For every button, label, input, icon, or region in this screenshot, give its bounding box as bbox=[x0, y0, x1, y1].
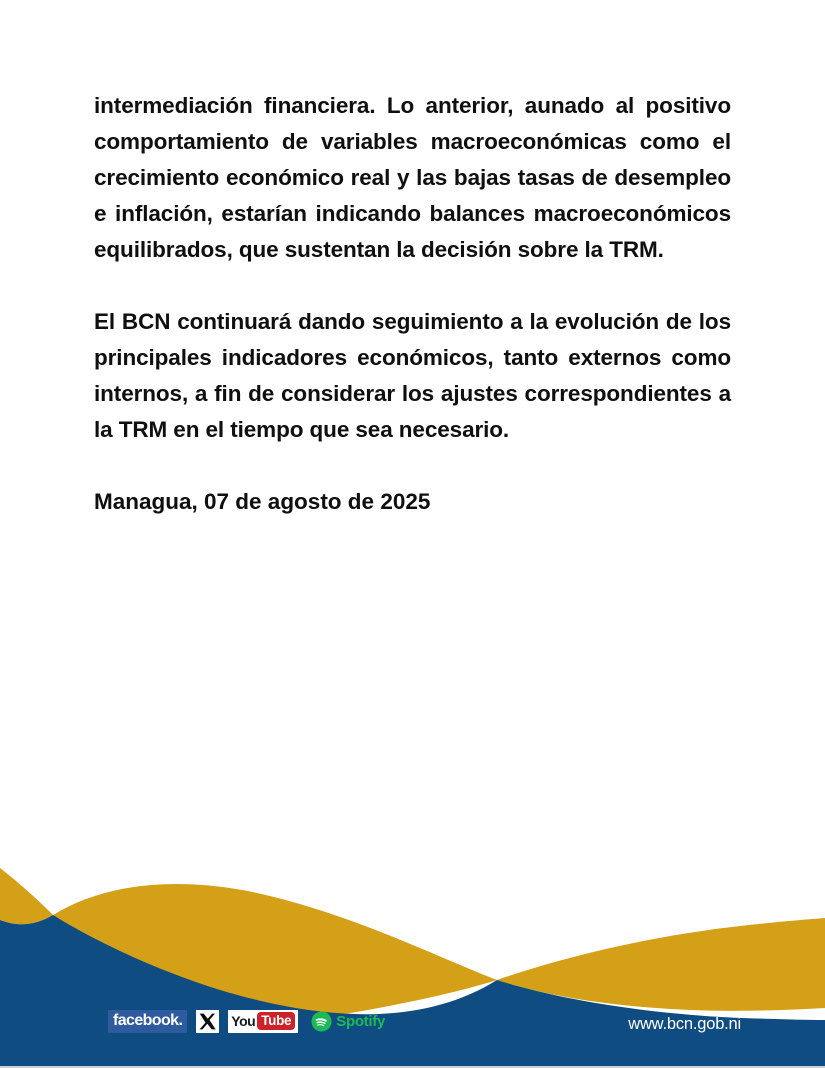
spotify-glyph bbox=[311, 1011, 332, 1032]
document-body bbox=[94, 88, 731, 520]
youtube-icon[interactable] bbox=[228, 1010, 298, 1033]
footer-wave-graphic bbox=[0, 858, 825, 1068]
youtube-you-label: You bbox=[231, 1013, 256, 1029]
youtube-tube-label: Tube bbox=[257, 1012, 295, 1031]
spotify-icon[interactable] bbox=[311, 1010, 385, 1033]
social-links-row bbox=[108, 1008, 385, 1034]
facebook-icon[interactable] bbox=[108, 1010, 187, 1033]
facebook-label: facebook. bbox=[113, 1012, 183, 1029]
paragraph-1: intermediación financiera. Lo anterior, aunado al positivo comportamiento de variables macroeconómicas como el crecimiento económico real y las bajas tasas de desempleo e inflación, estarían indicando balances macroeconómicos equilibrados, que sustentan la decisión sobre la TRM. bbox=[94, 93, 731, 262]
spotify-label: Spotify bbox=[336, 1012, 385, 1030]
x-twitter-icon[interactable] bbox=[196, 1010, 219, 1033]
x-glyph bbox=[198, 1012, 217, 1031]
website-url[interactable]: www.bcn.gob.ni bbox=[628, 1014, 741, 1033]
paragraph-2: El BCN continuará dando seguimiento a la evolución de los principales indicadores económicos, tanto externos como internos, a fin de considerar los ajustes correspondientes a la TRM en el tiempo que sea necesario. bbox=[94, 309, 731, 442]
footer-wave-banner bbox=[0, 858, 825, 1068]
gold-wave-descending bbox=[0, 868, 53, 924]
dateline: Managua, 07 de agosto de 2025 bbox=[94, 489, 431, 514]
